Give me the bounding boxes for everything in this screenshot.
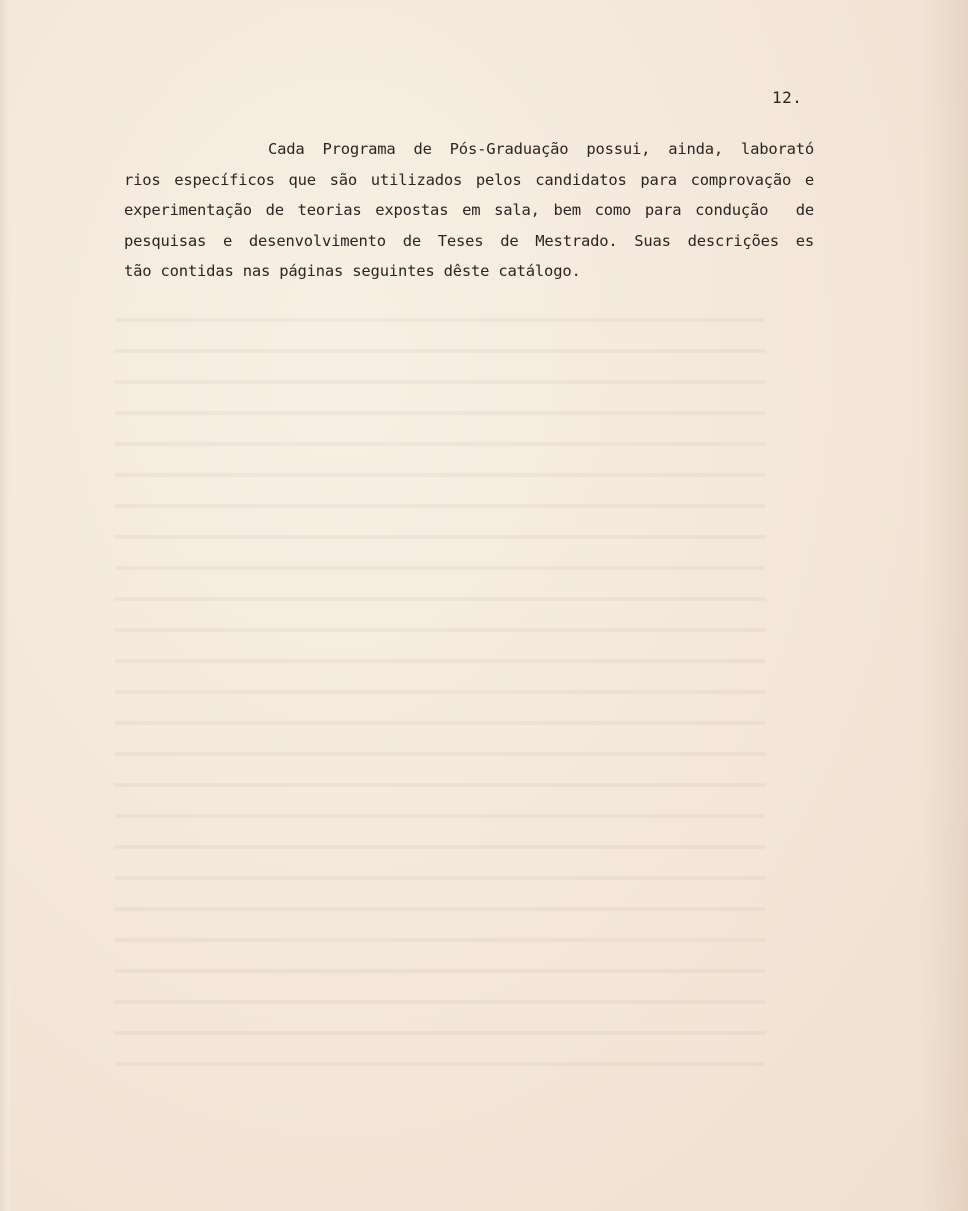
page-number: 12.: [772, 88, 803, 107]
paragraph-line: pesquisas e desenvolvimento de Teses de Mestrado. Suas descrições es: [124, 231, 814, 250]
paragraph-line: Cada Programa de Pós-Graduação possui, ainda, laborató: [268, 140, 814, 158]
paragraph-line: tão contidas nas páginas seguintes dêste catálogo.: [124, 262, 581, 280]
reverse-side-bleed-through: [115, 300, 765, 1080]
body-paragraph: [124, 134, 814, 287]
page-left-edge: [0, 0, 10, 1211]
paragraph-line: rios específicos que são utilizados pelos candidatos para comprovação e: [124, 170, 814, 189]
paragraph-line: experimentação de teorias expostas em sala, bem como para condução de: [124, 201, 814, 219]
